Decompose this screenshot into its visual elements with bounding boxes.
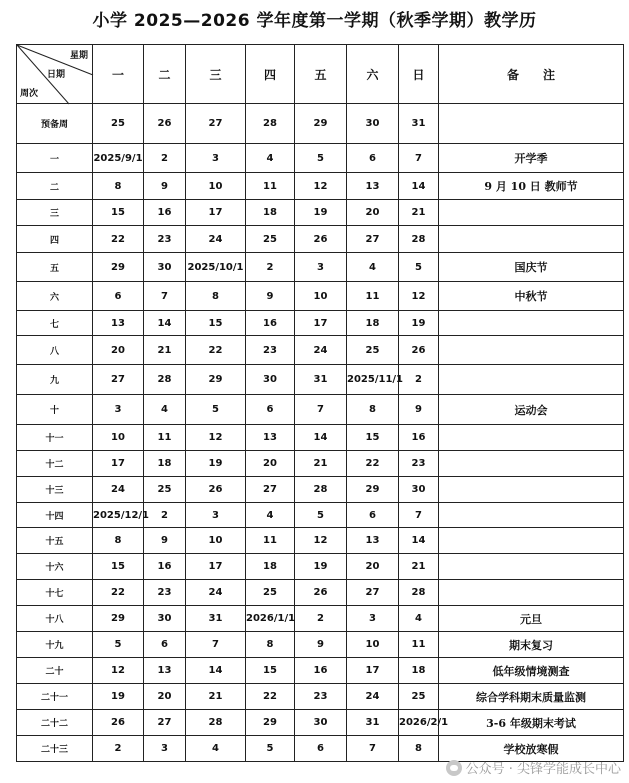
note-cell: [439, 528, 624, 554]
date-cell: 23: [295, 684, 347, 710]
date-cell: 27: [246, 477, 295, 503]
date-cell: 21: [295, 451, 347, 477]
week-row: [17, 710, 624, 736]
date-cell: 8: [347, 395, 399, 425]
date-cell: 28: [399, 226, 439, 253]
date-cell: 7: [295, 395, 347, 425]
date-cell: 5: [186, 395, 246, 425]
note-cell: 9 月 10 日 教师节: [439, 173, 624, 200]
date-cell: 24: [93, 477, 144, 503]
week-label: 十四: [17, 503, 93, 528]
date-cell: 17: [295, 311, 347, 336]
date-cell: 6: [93, 282, 144, 311]
week-label: 十三: [17, 477, 93, 503]
date-cell: 4: [246, 503, 295, 528]
date-cell: 21: [186, 684, 246, 710]
date-cell: 8: [186, 282, 246, 311]
date-cell: 12: [186, 425, 246, 451]
date-cell: 10: [186, 528, 246, 554]
week-row: [17, 606, 624, 632]
corner-weekday-label: 星期: [69, 51, 88, 61]
date-cell: 18: [399, 658, 439, 684]
note-cell: 运动会: [439, 395, 624, 425]
date-cell: 19: [93, 684, 144, 710]
prep-week-row: [17, 104, 624, 144]
week-row: [17, 425, 624, 451]
date-cell: 12: [295, 528, 347, 554]
date-cell: 30: [144, 253, 186, 282]
date-cell: 28: [186, 710, 246, 736]
date-cell: 23: [399, 451, 439, 477]
day-header: 二: [144, 45, 186, 104]
note-cell: [439, 336, 624, 365]
week-row: [17, 365, 624, 395]
date-cell: 8: [93, 173, 144, 200]
date-cell: 25: [246, 226, 295, 253]
date-cell: 18: [246, 554, 295, 580]
date-cell: 5: [399, 253, 439, 282]
date-cell: 25: [246, 580, 295, 606]
week-row: [17, 528, 624, 554]
date-cell: 11: [399, 632, 439, 658]
date-cell: 6: [347, 144, 399, 173]
date-cell: 29: [186, 365, 246, 395]
note-cell: 开学季: [439, 144, 624, 173]
date-cell: 3: [186, 503, 246, 528]
date-cell: 16: [295, 658, 347, 684]
date-cell: 30: [246, 365, 295, 395]
date-cell: 16: [144, 554, 186, 580]
date-cell: 28: [246, 104, 295, 144]
corner-date-label: 日期: [47, 70, 66, 80]
week-label: 七: [17, 311, 93, 336]
date-cell: 26: [399, 336, 439, 365]
date-cell: 25: [93, 104, 144, 144]
date-cell: 7: [347, 736, 399, 762]
week-label: 一: [17, 144, 93, 173]
week-label: 十一: [17, 425, 93, 451]
week-label: 二十三: [17, 736, 93, 762]
date-cell: 2: [144, 144, 186, 173]
week-label: 十六: [17, 554, 93, 580]
date-cell: 2: [399, 365, 439, 395]
note-cell: [439, 104, 624, 144]
date-cell: 31: [295, 365, 347, 395]
date-cell: 10: [347, 632, 399, 658]
calendar-table: [16, 44, 624, 762]
date-cell: 25: [399, 684, 439, 710]
note-cell: [439, 580, 624, 606]
date-cell: 29: [246, 710, 295, 736]
date-cell: 26: [186, 477, 246, 503]
date-cell: 23: [246, 336, 295, 365]
date-cell: 17: [186, 554, 246, 580]
date-cell: 20: [347, 200, 399, 226]
corner-cell: [17, 45, 93, 104]
week-row: [17, 336, 624, 365]
date-cell: 21: [399, 200, 439, 226]
date-cell: 12: [295, 173, 347, 200]
date-cell: 8: [246, 632, 295, 658]
week-row: [17, 144, 624, 173]
date-cell: 31: [347, 710, 399, 736]
date-cell: 28: [399, 580, 439, 606]
date-cell: 9: [246, 282, 295, 311]
date-cell: 15: [93, 554, 144, 580]
date-cell: 20: [246, 451, 295, 477]
date-cell: 6: [295, 736, 347, 762]
week-row: [17, 395, 624, 425]
date-cell: 14: [144, 311, 186, 336]
date-cell: 14: [295, 425, 347, 451]
date-cell: 2025/9/1: [93, 144, 144, 173]
date-cell: 14: [399, 173, 439, 200]
date-cell: 7: [186, 632, 246, 658]
date-cell: 5: [246, 736, 295, 762]
date-cell: 3: [144, 736, 186, 762]
week-row: [17, 311, 624, 336]
corner-week-label: 周次: [20, 89, 39, 99]
date-cell: 15: [246, 658, 295, 684]
date-cell: 9: [144, 528, 186, 554]
date-cell: 30: [347, 104, 399, 144]
date-cell: 19: [295, 200, 347, 226]
date-cell: 27: [186, 104, 246, 144]
week-label: 三: [17, 200, 93, 226]
date-cell: 4: [144, 395, 186, 425]
date-cell: 27: [347, 580, 399, 606]
date-cell: 22: [186, 336, 246, 365]
week-label: 十五: [17, 528, 93, 554]
date-cell: 29: [93, 253, 144, 282]
date-cell: 30: [399, 477, 439, 503]
week-row: [17, 477, 624, 503]
date-cell: 18: [246, 200, 295, 226]
note-cell: 学校放寒假: [439, 736, 624, 762]
date-cell: 3: [186, 144, 246, 173]
date-cell: 7: [399, 503, 439, 528]
date-cell: 18: [144, 451, 186, 477]
date-cell: 11: [144, 425, 186, 451]
note-cell: [439, 200, 624, 226]
week-row: [17, 200, 624, 226]
week-label: 十七: [17, 580, 93, 606]
week-row: [17, 684, 624, 710]
date-cell: 10: [93, 425, 144, 451]
day-header: 一: [93, 45, 144, 104]
date-cell: 3: [93, 395, 144, 425]
date-cell: 5: [295, 503, 347, 528]
date-cell: 11: [347, 282, 399, 311]
note-cell: 中秋节: [439, 282, 624, 311]
date-cell: 2: [295, 606, 347, 632]
date-cell: 2: [246, 253, 295, 282]
note-cell: 3-6 年级期末考试: [439, 710, 624, 736]
week-row: [17, 658, 624, 684]
day-header: 日: [399, 45, 439, 104]
date-cell: 2026/1/1: [246, 606, 295, 632]
week-label: 八: [17, 336, 93, 365]
date-cell: 27: [144, 710, 186, 736]
date-cell: 22: [347, 451, 399, 477]
date-cell: 23: [144, 580, 186, 606]
date-cell: 27: [347, 226, 399, 253]
date-cell: 2025/11/1: [347, 365, 399, 395]
date-cell: 5: [295, 144, 347, 173]
date-cell: 29: [347, 477, 399, 503]
date-cell: 13: [347, 173, 399, 200]
date-cell: 16: [399, 425, 439, 451]
week-label: 十: [17, 395, 93, 425]
week-label: 十九: [17, 632, 93, 658]
date-cell: 11: [246, 528, 295, 554]
week-row: [17, 282, 624, 311]
date-cell: 2: [144, 503, 186, 528]
week-label: 预备周: [17, 104, 93, 144]
date-cell: 14: [186, 658, 246, 684]
note-cell: [439, 554, 624, 580]
week-label: 二十一: [17, 684, 93, 710]
date-cell: 16: [144, 200, 186, 226]
date-cell: 17: [93, 451, 144, 477]
date-cell: 28: [295, 477, 347, 503]
date-cell: 27: [93, 365, 144, 395]
date-cell: 2025/12/1: [93, 503, 144, 528]
date-cell: 4: [399, 606, 439, 632]
date-cell: 9: [144, 173, 186, 200]
date-cell: 24: [186, 226, 246, 253]
date-cell: 6: [246, 395, 295, 425]
date-cell: 26: [295, 580, 347, 606]
date-cell: 9: [399, 395, 439, 425]
note-cell: [439, 477, 624, 503]
date-cell: 2025/10/1: [186, 253, 246, 282]
date-cell: 3: [295, 253, 347, 282]
note-cell: 期末复习: [439, 632, 624, 658]
date-cell: 24: [186, 580, 246, 606]
date-cell: 13: [93, 311, 144, 336]
date-cell: 13: [246, 425, 295, 451]
wechat-icon: [446, 760, 462, 776]
week-label: 二十: [17, 658, 93, 684]
note-cell: [439, 226, 624, 253]
date-cell: 22: [93, 580, 144, 606]
note-cell: 低年级情境测查: [439, 658, 624, 684]
date-cell: 2: [93, 736, 144, 762]
date-cell: 20: [144, 684, 186, 710]
date-cell: 29: [93, 606, 144, 632]
date-cell: 21: [144, 336, 186, 365]
date-cell: 22: [246, 684, 295, 710]
day-header: 五: [295, 45, 347, 104]
date-cell: 24: [295, 336, 347, 365]
date-cell: 8: [93, 528, 144, 554]
date-cell: 16: [246, 311, 295, 336]
note-cell: 国庆节: [439, 253, 624, 282]
watermark: [446, 758, 621, 777]
date-cell: 15: [93, 200, 144, 226]
week-label: 二十二: [17, 710, 93, 736]
week-row: [17, 226, 624, 253]
date-cell: 7: [399, 144, 439, 173]
note-cell: [439, 451, 624, 477]
week-label: 十二: [17, 451, 93, 477]
date-cell: 25: [347, 336, 399, 365]
date-cell: 22: [93, 226, 144, 253]
date-cell: 19: [295, 554, 347, 580]
day-header: 三: [186, 45, 246, 104]
week-label: 四: [17, 226, 93, 253]
date-cell: 13: [144, 658, 186, 684]
date-cell: 12: [399, 282, 439, 311]
date-cell: 15: [347, 425, 399, 451]
note-cell: [439, 365, 624, 395]
note-cell: 元旦: [439, 606, 624, 632]
date-cell: 13: [347, 528, 399, 554]
week-row: [17, 554, 624, 580]
date-cell: 31: [399, 104, 439, 144]
date-cell: 10: [295, 282, 347, 311]
page-title: 小学 2025—2026 学年度第一学期（秋季学期）教学历: [92, 11, 537, 31]
date-cell: 4: [347, 253, 399, 282]
date-cell: 4: [246, 144, 295, 173]
date-cell: 23: [144, 226, 186, 253]
week-label: 十八: [17, 606, 93, 632]
date-cell: 14: [399, 528, 439, 554]
date-cell: 19: [399, 311, 439, 336]
week-label: 九: [17, 365, 93, 395]
date-cell: 3: [347, 606, 399, 632]
week-row: [17, 451, 624, 477]
date-cell: 20: [347, 554, 399, 580]
date-cell: 5: [93, 632, 144, 658]
date-cell: 17: [347, 658, 399, 684]
calendar-body: [17, 104, 624, 762]
day-header: 六: [347, 45, 399, 104]
date-cell: 9: [295, 632, 347, 658]
week-row: [17, 580, 624, 606]
week-label: 五: [17, 253, 93, 282]
note-cell: [439, 425, 624, 451]
week-row: [17, 503, 624, 528]
date-cell: 15: [186, 311, 246, 336]
note-cell: 综合学科期末质量监测: [439, 684, 624, 710]
date-cell: 4: [186, 736, 246, 762]
note-cell: [439, 503, 624, 528]
date-cell: 26: [93, 710, 144, 736]
week-row: [17, 253, 624, 282]
date-cell: 2026/2/1: [399, 710, 439, 736]
date-cell: 28: [144, 365, 186, 395]
date-cell: 12: [93, 658, 144, 684]
date-cell: 25: [144, 477, 186, 503]
header-row: [17, 45, 624, 104]
date-cell: 6: [144, 632, 186, 658]
date-cell: 30: [295, 710, 347, 736]
date-cell: 20: [93, 336, 144, 365]
date-cell: 31: [186, 606, 246, 632]
date-cell: 26: [295, 226, 347, 253]
date-cell: 26: [144, 104, 186, 144]
day-header: 四: [246, 45, 295, 104]
week-label: 二: [17, 173, 93, 200]
date-cell: 17: [186, 200, 246, 226]
notes-header: 备 注: [439, 45, 624, 104]
note-cell: [439, 311, 624, 336]
date-cell: 6: [347, 503, 399, 528]
date-cell: 7: [144, 282, 186, 311]
date-cell: 11: [246, 173, 295, 200]
date-cell: 10: [186, 173, 246, 200]
date-cell: 21: [399, 554, 439, 580]
date-cell: 24: [347, 684, 399, 710]
date-cell: 30: [144, 606, 186, 632]
date-cell: 18: [347, 311, 399, 336]
week-label: 六: [17, 282, 93, 311]
week-row: [17, 173, 624, 200]
date-cell: 19: [186, 451, 246, 477]
date-cell: 29: [295, 104, 347, 144]
date-cell: 8: [399, 736, 439, 762]
watermark-text: 公众号 · 尖锋学能成长中心: [465, 762, 621, 777]
week-row: [17, 632, 624, 658]
